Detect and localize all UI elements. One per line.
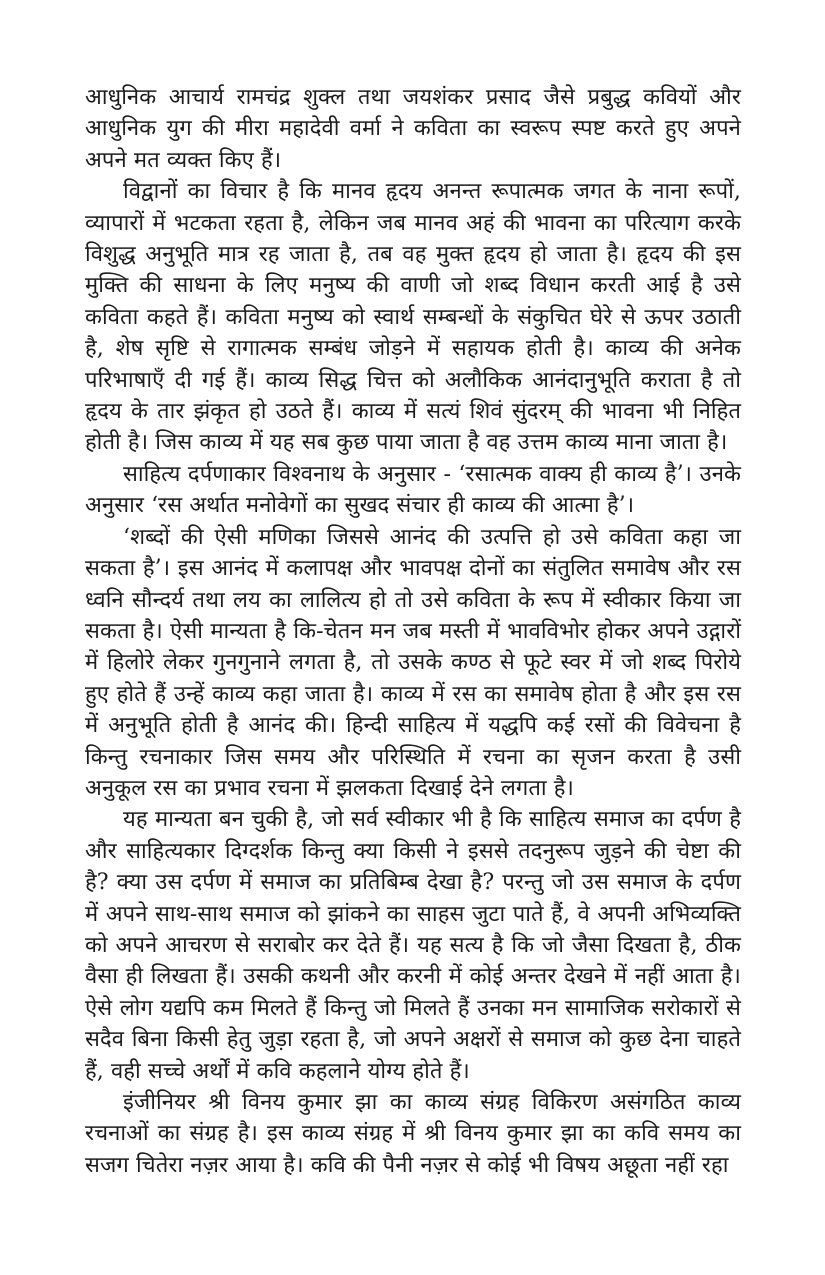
paragraph-5: यह मान्यता बन चुकी है, जो सर्व स्वीकार भी है कि साहित्य समाज का दर्पण है और साहित्यकार दिग्दर्शक किन्तु क्या किसी ने इससे तदनुरूप जुड़ने की चेष्टा की है? क्या उस दर्पण में समाज का प्रतिबिम्ब देखा है? परन्तु जो उस समाज के दर्पण में अपने साथ-साथ समाज को झांकने का साहस जुटा पाते हैं, वे अपनी अभिव्यक्ति को अपने आचरण से सराबोर कर देते हैं। यह सत्य है कि जो जैसा दिखता है, ठीक वैसा ही लिखता हैं। उसकी कथनी और करनी में कोई अन्तर देखने में नहीं आता है। ऐसे लोग यद्यपि कम मिलते हैं किन्तु जो मिलते हैं उनका मन सामाजिक सरोकारों से सदैव बिना किसी हेतु जुड़ा रहता है, जो अपने अक्षरों से समाज को कुछ देना चाहते हैं, वही सच्चे अर्थों में कवि कहलाने योग्य होते हैं।: [85, 807, 741, 1084]
paragraph-3: साहित्य दर्पणाकार विश्वनाथ के अनुसार - ‘रसात्मक वाक्य ही काव्य है’। उनके अनुसार ‘रस अर्थात मनोवेगों का सुखद संचार ही काव्य की आत्मा है’।: [85, 461, 741, 519]
body-text: [85, 82, 741, 1181]
paragraph-1: आधुनिक आचार्य रामचंद्र शुक्ल तथा जयशंकर प्रसाद जैसे प्रबुद्ध कवियों और आधुनिक युग की मीरा महादेवी वर्मा ने कविता का स्वरूप स्पष्ट करते हुए अपने अपने मत व्यक्त किए हैं।: [85, 85, 741, 173]
paragraph-6: इंजीनियर श्री विनय कुमार झा का काव्य संग्रह विकिरण असंगठित काव्य रचनाओं का संग्रह है। इस काव्य संग्रह में श्री विनय कुमार झा का कवि समय का सजग चितेरा नज़र आया है। कवि की पैनी नज़र से कोई भी विषय अछूता नहीं रहा: [85, 1090, 741, 1178]
paragraph-2: विद्वानों का विचार है कि मानव हृदय अनन्त रूपात्मक जगत के नाना रूपों, व्यापारों में भटकता रहता है, लेकिन जब मानव अहं की भावना का परित्याग करके विशुद्ध अनुभूति मात्र रह जाता है, तब वह मुक्त हृदय हो जाता है। हृदय की इस मुक्ति की साधना के लिए मनुष्य की वाणी जो शब्द विधान करती आई है उसे कविता कहते हैं। कविता मनुष्य को स्वार्थ सम्बन्धों के संकुचित घेरे से ऊपर उठाती है, शेष सृष्टि से रागात्मक सम्बंध जोड़ने में सहायक होती है। काव्य की अनेक परिभाषाएँ दी गई हैं। काव्य सिद्ध चित्त को अलौकिक आनंदानुभूति कराता है तो हृदय के तार झंकृत हो उठते हैं। काव्य में सत्यं शिवं सुंदरम् की भावना भी निहित होती है। जिस काव्य में यह सब कुछ पाया जाता है वह उत्तम काव्य माना जाता है।: [85, 179, 741, 456]
paragraph-4: ‘शब्दों की ऐसी मणिका जिससे आनंद की उत्पत्ति हो उसे कविता कहा जा सकता है’। इस आनंद में कलापक्ष और भावपक्ष दोनों का संतुलित समावेष और रस ध्वनि सौन्दर्य तथा लय का लालित्य हो तो उसे कविता के रूप में स्वीकार किया जा सकता है। ऐसी मान्यता है कि-चेतन मन जब मस्ती में भावविभोर होकर अपने उद्गारों में हिलोरे लेकर गुनगुनाने लगता है, तो उसके कण्ठ से फूटे स्वर में जो शब्द पिरोये हुए होते हैं उन्हें काव्य कहा जाता है। काव्य में रस का समावेष होता है और इस रस में अनुभूति होती है आनंद की। हिन्दी साहित्य में यद्धपि कई रसों की विवेचना है किन्तु रचनाकार जिस समय और परिस्थिति में रचना का सृजन करता है उसी अनुकूल रस का प्रभाव रचना में झलकता दिखाई देने लगता है।: [85, 524, 741, 801]
